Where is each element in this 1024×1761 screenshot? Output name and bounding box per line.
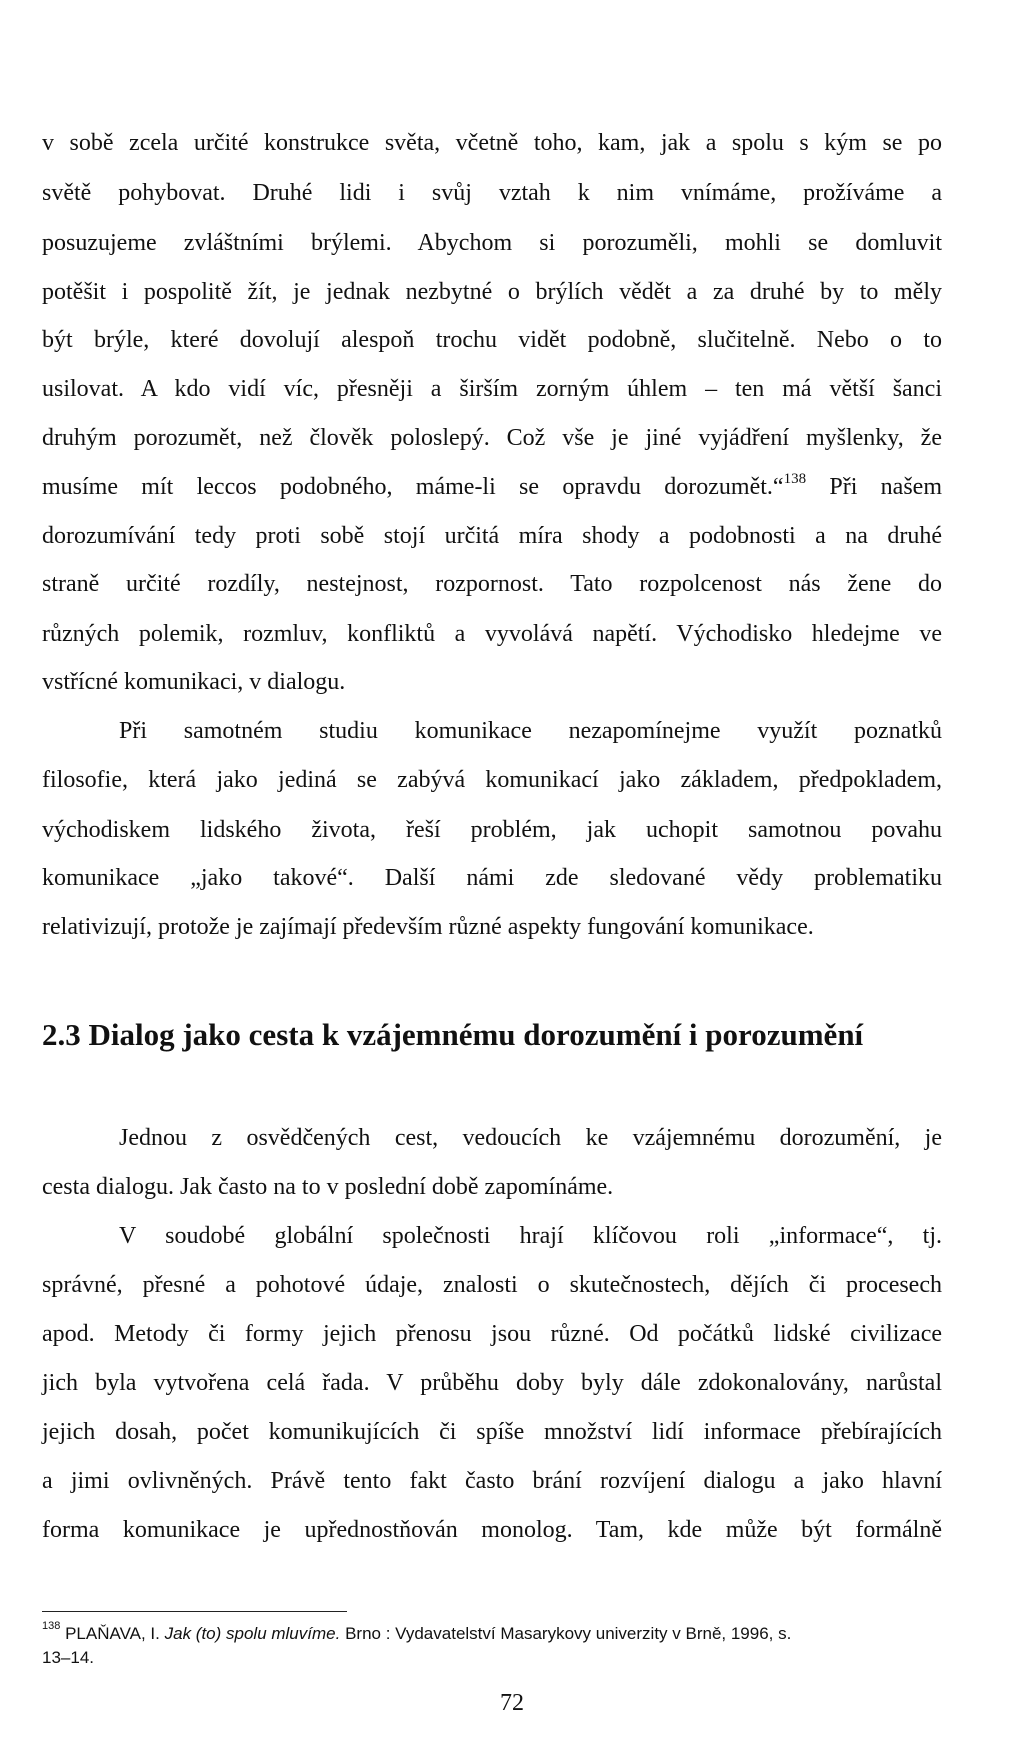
- body-text-line: být brýle, které dovolují alespoň trochu vidět podobně, slučitelně. Nebo o to: [42, 327, 942, 353]
- footnote-publication: Brno : Vydavatelství Masarykovy univerzity v Brně, 1996, s.: [340, 1624, 792, 1643]
- footnote-author: PLAŇAVA, I.: [60, 1624, 165, 1643]
- body-text-line: komunikace „jako takové“. Další námi zde sledované vědy problematiku: [42, 865, 942, 891]
- body-text-line: relativizují, protože je zajímají především různé aspekty fungování komunikace.: [42, 914, 814, 940]
- body-text: musíme mít leccos podobného, máme-li se opravdu dorozumět.“: [42, 474, 784, 500]
- body-text-line: správné, přesné a pohotové údaje, znalosti o skutečnostech, dějích či procesech: [42, 1272, 942, 1298]
- body-text-line: V soudobé globální společnosti hrají klíčovou roli „informace“, tj.: [119, 1223, 942, 1249]
- body-text-line-with-citation: [42, 472, 942, 502]
- footnote-number: 138: [42, 1620, 61, 1633]
- body-text-line: usilovat. A kdo vidí víc, přesněji a širším zorným úhlem – ten má větší šanci: [42, 376, 942, 402]
- section-heading: 2.3 Dialog jako cesta k vzájemnému dorozumění i porozumění: [42, 1017, 864, 1052]
- body-text-line: světě pohybovat. Druhé lidi i svůj vztah k nim vnímáme, prožíváme a: [42, 180, 942, 206]
- body-text-line: Při samotném studiu komunikace nezapomínejme využít poznatků: [119, 718, 942, 744]
- body-text-line: východiskem lidského života, řeší problém, jak uchopit samotnou povahu: [42, 817, 942, 843]
- body-text-line: druhým porozumět, než člověk poloslepý. Což vše je jiné vyjádření myšlenky, že: [42, 425, 942, 451]
- body-text-line: apod. Metody či formy jejich přenosu jsou různé. Od počátků lidské civilizace: [42, 1321, 942, 1347]
- body-text-line: vstřícné komunikaci, v dialogu.: [42, 669, 346, 695]
- body-text-line: posuzujeme zvláštními brýlemi. Abychom si porozuměli, mohli se domluvit: [42, 230, 942, 256]
- body-text-line: forma komunikace je upřednostňován monolog. Tam, kde může být formálně: [42, 1517, 942, 1543]
- body-text-line: dorozumívání tedy proti sobě stojí určitá míra shody a podobnosti a na druhé: [42, 523, 942, 549]
- body-text-line: různých polemik, rozmluv, konfliktů a vyvolává napětí. Východisko hledejme ve: [42, 621, 942, 647]
- body-text-line: a jimi ovlivněných. Právě tento fakt často brání rozvíjení dialogu a jako hlavní: [42, 1468, 942, 1494]
- body-text: Při našem: [806, 474, 942, 500]
- page-number: 72: [500, 1690, 524, 1716]
- footnote-reference: 138: [783, 471, 807, 487]
- body-text-line: filosofie, která jako jediná se zabývá komunikací jako základem, předpokladem,: [42, 767, 942, 793]
- body-text-line: cesta dialogu. Jak často na to v poslední době zapomínáme.: [42, 1174, 614, 1200]
- footnote-title: Jak (to) spolu mluvíme.: [164, 1624, 341, 1643]
- footnote-continuation: 13–14.: [42, 1648, 94, 1667]
- body-text-line: jejich dosah, počet komunikujících či spíše množství lidí informace přebírajících: [42, 1419, 942, 1445]
- body-text-line: potěšit i pospolitě žít, je jednak nezbytné o brýlích vědět a za druhé by to měly: [42, 279, 942, 305]
- body-text-line: straně určité rozdíly, nestejnost, rozpornost. Tato rozpolcenost nás žene do: [42, 571, 942, 597]
- body-text-line: Jednou z osvědčených cest, vedoucích ke vzájemnému dorozumění, je: [119, 1125, 942, 1151]
- body-text-line: v sobě zcela určité konstrukce světa, včetně toho, kam, jak a spolu s kým se po: [42, 130, 942, 156]
- footnote: [42, 1620, 942, 1645]
- body-text-line: jich byla vytvořena celá řada. V průběhu doby byly dále zdokonalovány, narůstal: [42, 1370, 942, 1396]
- footnote-separator: [42, 1611, 347, 1612]
